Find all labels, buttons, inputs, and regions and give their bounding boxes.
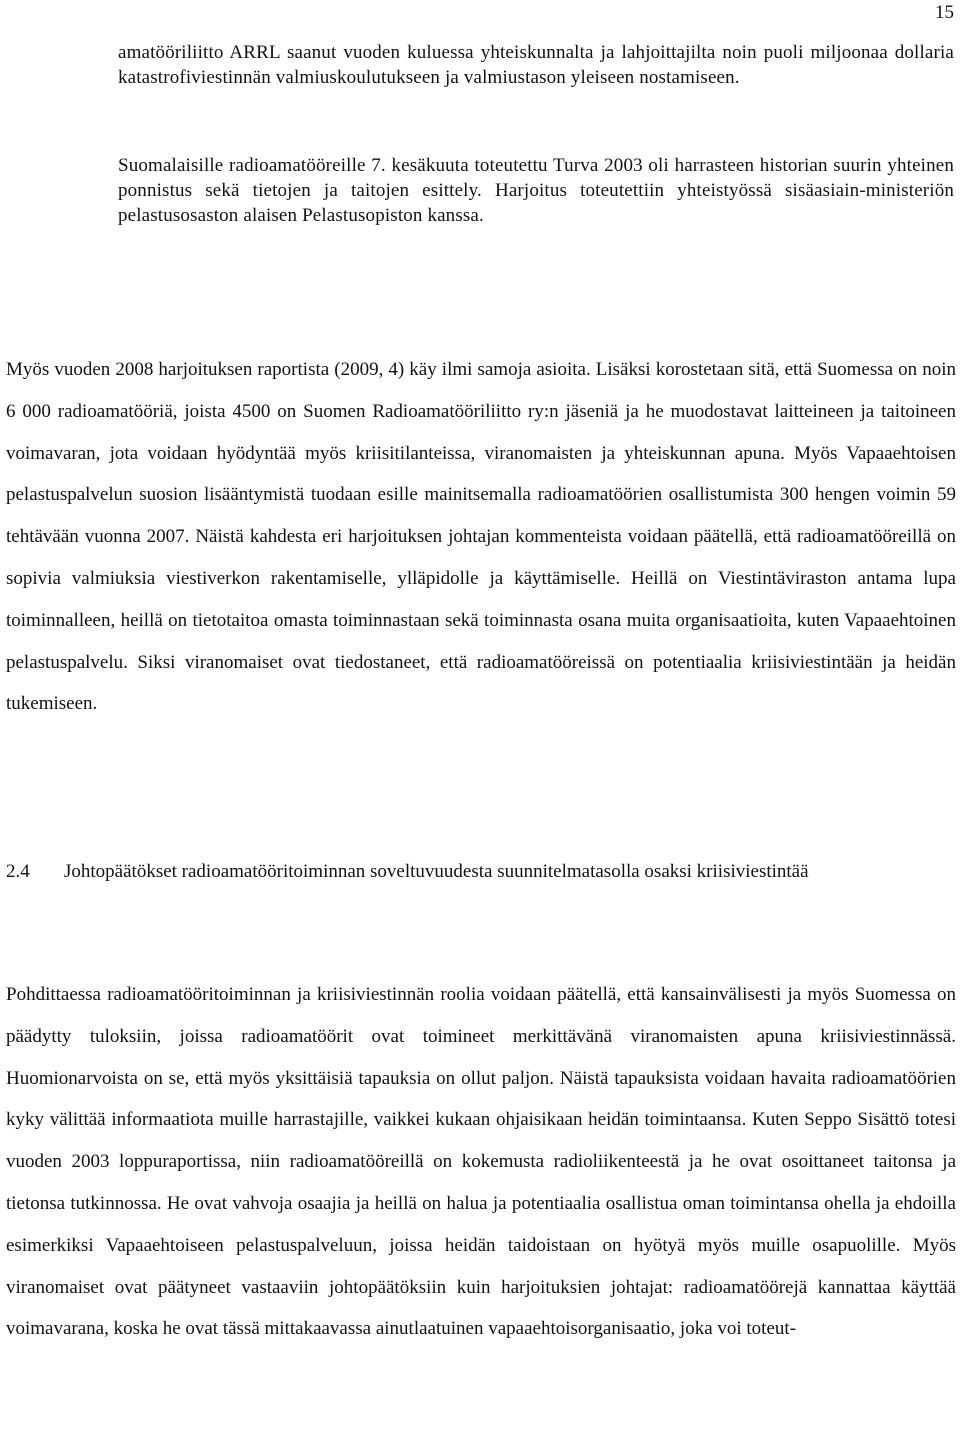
section-title: Johtopäätökset radioamatööritoiminnan soveltuvuudesta suunnitelmatasolla osaksi kriisiviestintää bbox=[64, 861, 809, 882]
section-heading bbox=[6, 851, 956, 893]
indented-quote-paragraph: amatööriliitto ARRL saanut vuoden kuluessa yhteiskunnalta ja lahjoittajilta noin puoli miljoonaa dollaria katastrofiviestinnän valmiuskoulutukseen ja valmiustason yleiseen nostamiseen. bbox=[118, 42, 954, 88]
body-paragraph: Pohdittaessa radioamatööritoiminnan ja kriisiviestinnän roolia voidaan päätellä, että kansainvälisesti ja myös Suomessa on päädytty tuloksiin, joissa radioamatöörit ovat toimineet merkittävänä viranomaisten apuna kriisiviestinnässä. Huomionarvoista on se, että myös yksittäisiä tapauksia on ollut paljon. Näistä tapauksista voidaan havaita radioamatöörien kyky välittää informaatiota muille harrastajille, vaikkei kukaan ohjaisikaan heidän toimintaansa. Kuten Seppo Sisättö totesi vuoden 2003 loppuraportissa, niin radioamatööreillä on kokemusta radioliikenteestä ja he ovat osoittaneet taitonsa ja tietonsa tutkinnossa. He ovat vahvoja osaajia ja heillä on halua ja potentiaalia osallistua oman toimintansa ohella ja ehdoilla esimerkiksi Vapaaehtoiseen pelastuspalveluun, joissa heidän taidoistaan on hyötyä myös muille osapuolille. Myös viranomaiset ovat päätyneet vastaaviin johtopäätöksiin kuin harjoituksien johtajat: radioamatöörejä kannattaa käyttää voimavarana, koska he ovat tässä mittakaavassa ainutlaatuinen vapaaehtoisorganisaatio, joka voi toteut- bbox=[6, 984, 956, 1340]
body-paragraph: Myös vuoden 2008 harjoituksen raportista (2009, 4) käy ilmi samoja asioita. Lisäksi korostetaan sitä, että Suomessa on noin 6 000 radioamatööriä, joista 4500 on Suomen Radioamatööriliitto ry:n jäseniä ja he muodostavat laitteineen ja taitoineen voimavaran, jota voidaan hyödyntää myös kriisitilanteissa, viranomaisten ja yhteiskunnan apuna. Myös Vapaaehtoisen pelastuspalvelun suosion lisääntymistä tuodaan esille mainitsemalla radioamatöörien osallistumista 300 hengen voimin 59 tehtävään vuonna 2007. Näistä kahdesta eri harjoituksen johtajan kommenteista voidaan päätellä, että radioamatööreillä on sopivia valmiuksia viestiverkon rakentamiselle, ylläpidolle ja käyttämiselle. Heillä on Viestintäviraston antama lupa toiminnalleen, heillä on tietotaitoa omasta toiminnastaan sekä toiminnasta osana muita organisaatioita, kuten Vapaaehtoinen pelastuspalvelu. Siksi viranomaiset ovat tiedostaneet, että radioamatööreissä on potentiaalia kriisiviestintään ja heidän tukemiseen. bbox=[6, 359, 956, 715]
section-number: 2.4 bbox=[6, 861, 30, 882]
indented-quote-paragraph: Suomalaisille radioamatööreille 7. kesäkuuta toteutettu Turva 2003 oli harrasteen historian suurin yhteinen ponnistus sekä tietojen ja taitojen esittely. Harjoitus toteutettiin yhteistyössä sisäasiain-ministeriön pelastusosaston alaisen Pelastusopiston kanssa. bbox=[118, 155, 954, 226]
page-number: 15 bbox=[935, 2, 954, 23]
